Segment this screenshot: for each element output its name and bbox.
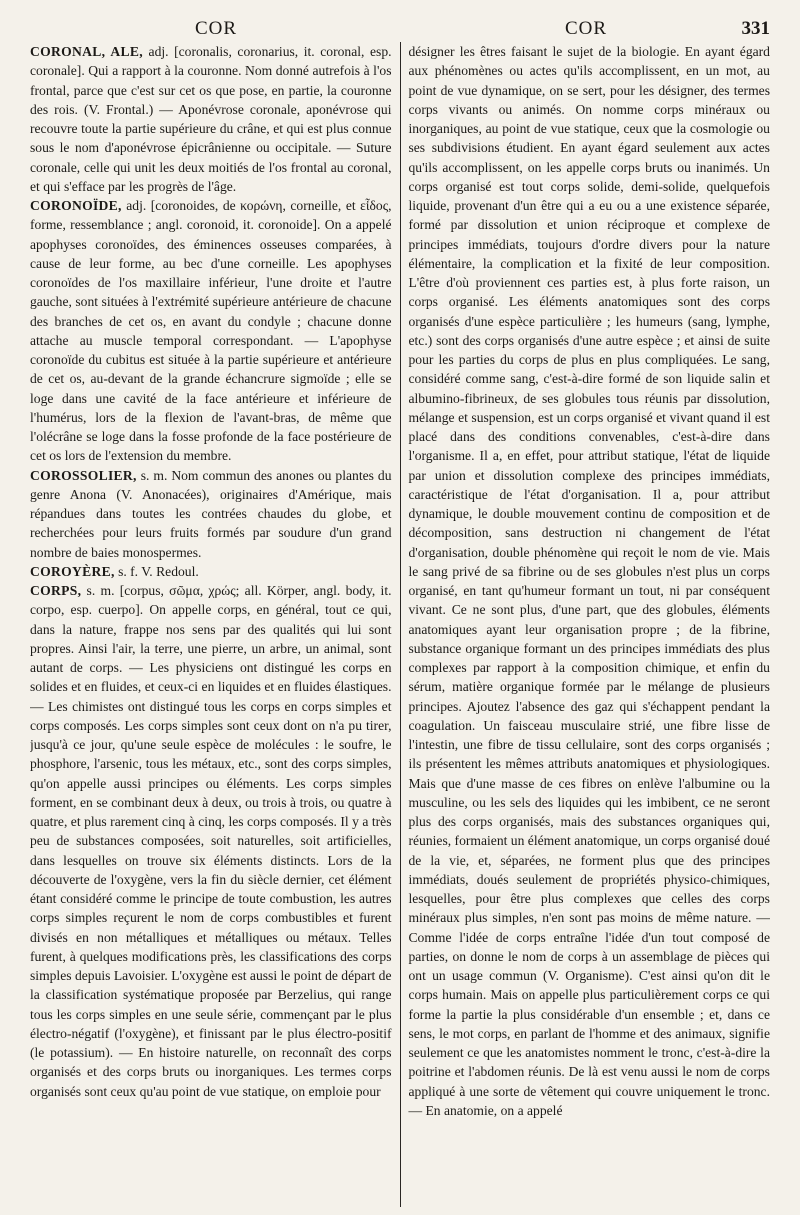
left-column	[30, 42, 400, 1207]
entry-text: s. f. V. Redoul.	[118, 563, 199, 579]
headword-corps: CORPS,	[30, 583, 82, 598]
page-number: 331	[741, 18, 770, 39]
two-column-body	[30, 42, 770, 1207]
entry-text: adj. [coronalis, coronarius, it. coronal, esp. coronale]. Qui a rapport à la couronne. Nom donné autrefois à l'os frontal, parce que c'est sur cet os que pose, en partie, la couronne des rois. (V. Frontal.) — Aponévrose coronale, aponévrose qui recouvre toute la partie supérieure du crâne, et qui est plus connue sous le nom d'aponévrose épicrânienne ou occipitale. — Suture coronale, celle qui unit les deux moitiés de l'os frontal au coronal, et qui s'efface par les progrès de l'âge.	[30, 44, 392, 194]
entry-text: s. m. [corpus, σῶμα, χρώς; all. Körper, angl. body, it. corpo, esp. cuerpo]. On appelle corps, en général, tout ce qui, dans la nature, frappe nos sens par des qualités qui lui sont propres. Ainsi l'air, la terre, une pierre, un arbre, un animal, sont autant de corps. — Les physiciens ont distingué les corps en solides et en fluides, et ceux-ci en liquides et en fluides élastiques. — Les chimistes ont distingué tous les corps en corps simples et corps composés. Les corps simples sont ceux dont on n'a pu tirer, jusqu'à ce jour, qu'une seule espèce de molécules : le soufre, le phosphore, l'arsenic, tous les métaux, etc., sont des corps simples, qu'on appelle aussi principes ou éléments. Les corps simples forment, en se combinant deux à deux, ou trois à trois, ou quatre à quatre, et plus rarement cinq à cinq, les corps composés. Il y a très peu de substances composées, soit naturelles, soit artificielles, dans lesquelles on trouve six éléments distincts. Lors de la découverte de l'oxygène, vers la fin du siècle dernier, cet élément étant considéré comme le principe de toute combustion, les autres corps simples reçurent le nom de corps combustibles et furent divisés en non métalliques et métalliques ou métaux. Telles furent, à quelques modifications près, les classifications des corps simples depuis Lavoisier. L'oxygène est aussi le point de départ de la classification systématique proposée par Berzelius, qui range tous les corps simples en une seule série, commençant par le plus électro-négatif (l'oxygène), et finissant par le plus électro-positif (le potassium). — En histoire naturelle, on reconnaît des corps organisés et des corps bruts ou inorganiques. Les termes corps organisés sont ceux qu'au point de vue statique, on emploie pour	[30, 583, 392, 1099]
running-head-right: COR	[565, 18, 608, 39]
headword-coronal: CORONAL, ALE,	[30, 44, 143, 59]
entry-coronal	[30, 42, 392, 196]
entry-coroyere	[30, 562, 392, 581]
headword-coroyere: COROYÈRE,	[30, 563, 115, 579]
entry-text: désigner les êtres faisant le sujet de la biologie. En ayant égard aux phénomènes ou actes qu'ils accomplissent, en un mot, au point de vue dynamique, on se sert, pour les désigner, des termes corps vivants ou animés. On nomme corps minéraux ou inorganiques, au point de vue statique, ceux que la cosmologie ou ses subdivisions étudient. En ayant égard seulement aux actes qu'ils accomplissent, on les appelle corps bruts ou inanimés. Un corps organisé est tout corps solide, demi-solide, quelquefois liquide, provenant d'un être qui a eu ou a une existence séparée, formé par dissolution et union réciproque et complexe de principes immédiats, toujours d'ordre divers pour la nature élémentaire, la complication et la fixité de leur composition. L'être d'où proviennent ces parties est, à plus forte raison, un corps organisé. Les éléments anatomiques sont des corps organisés d'une espèce particulière ; les humeurs (sang, lymphe, etc.) sont des corps organisés d'une autre espèce ; et ainsi de suite pour les parties du corps de plus en plus compliquées. Le sang, considéré comme sang, c'est-à-dire formé de son liquide salin et albumino-fibrineux, de ses globules tous réunis par dissolution, mélange et suspension, est un corps organisé et vivant quand il est placé dans des conditions convenables, c'est-à-dire dans l'organisme. Il a, en effet, pour attribut statique, l'état de liquide par union et dissolution complexe des principes immédiats, caractéristique de l'état d'organisation. Il a, pour attribut dynamique, le double mouvement continu de composition et de décomposition, sans destruction ni changement de l'état d'organisation, double phénomène qui reçoit le nom de vie. Mais le sang privé de sa fibrine ou de ses globules n'est plus un corps organisé, en tant qu'humeur formant un tout, ni par conséquent vivant. Ce ne sont plus, d'une part, que des globules, éléments anatomiques ayant leur organisation propre ; de la fibrine, substance organique formant un des principes immédiats des plus complexes par rapport à la composition chimique, et enfin du sérum, matière organique formée par le mélange de plusieurs principes. Ajoutez l'absence des gaz qui s'échappent pendant la coagulation. Un faisceau musculaire strié, une fibre lisse de l'intestin, une fibre de tissu cellulaire, sont des corps organisés ; ils présentent les mêmes attributs anatomiques et physiologiques. Mais que d'une masse de ces fibres on enlève l'albumine ou la musculine, ou les sels des liquides qui les imbibent, ce ne seront plus des corps organisés, mais des substances organiques qui, réunies, formaient un élément anatomique, un corps organisé doué de la vie, et, séparées, ne forment plus que des principes immédiats, doués seulement de propriétés physico-chimiques, lesquelles, pour être plus complexes que celles des corps minéraux plus simples, n'en sont pas moins de même nature. — Comme l'idée de corps entraîne l'idée d'un tout composé de parties, on donne le nom de corps à un assemblage de pièces qui ont un usage commun (V. Organisme). C'est ainsi qu'on dit le corps humain. Mais on appelle plus particulièrement corps ce qui forme la partie la plus considérable d'un ensemble ; et, dans ce sens, le mot corps, en parlant de l'homme et des animaux, signifie seulement ce que les anatomistes nomment le tronc, c'est-à-dire la poitrine et l'abdomen réunis. De là est venu aussi le nom de corps appliqué à une sorte de vêtement qui couvre uniquement le tronc. — En anatomie, on a appelé	[408, 44, 770, 1118]
entry-text: adj. [coronoides, de κορώνη, corneille, et εἶδος, forme, ressemblance ; angl. coronoid, it. coronoide]. On a appelé apophyses coronoïdes, des éminences osseuses comparées, à cause de leur forme, au bec d'une corneille. Les apophyses coronoïdes de l'os maxillaire inférieur, l'une droite et l'autre gauche, sont situées à l'extrémité supérieure antérieure de chacune des branches de cet os, en avant du condyle ; chacune donne attache au muscle temporal correspondant. — L'apophyse coronoïde du cubitus est située à la partie supérieure et antérieure de cet os, au-devant de la grande échancrure sigmoïde ; elle se loge dans une cavité de la face antérieure et inférieure de l'humérus, lors de la flexion de l'avant-bras, de même que l'olécrâne se loge dans la fosse profonde de la face postérieure de cet os lors de l'extension du membre.	[30, 198, 392, 464]
entry-corossolier	[30, 466, 392, 562]
running-head-left: COR	[195, 18, 238, 39]
entry-text: s. m. Nom commun des anones ou plantes du genre Anona (V. Anonacées), originaires d'Amérique, mais répandues dans toutes les contrées chaudes du globe, et recherchées pour leurs fruits formés par soudure d'un grand nombre de baies monospermes.	[30, 467, 392, 560]
entry-corps-continued	[408, 42, 770, 1120]
headword-coronoide: CORONOÏDE,	[30, 198, 122, 213]
page-header	[30, 12, 770, 42]
headword-corossolier: COROSSOLIER,	[30, 467, 137, 483]
right-column	[400, 42, 770, 1207]
entry-coronoide	[30, 196, 392, 466]
entry-corps	[30, 581, 392, 1101]
